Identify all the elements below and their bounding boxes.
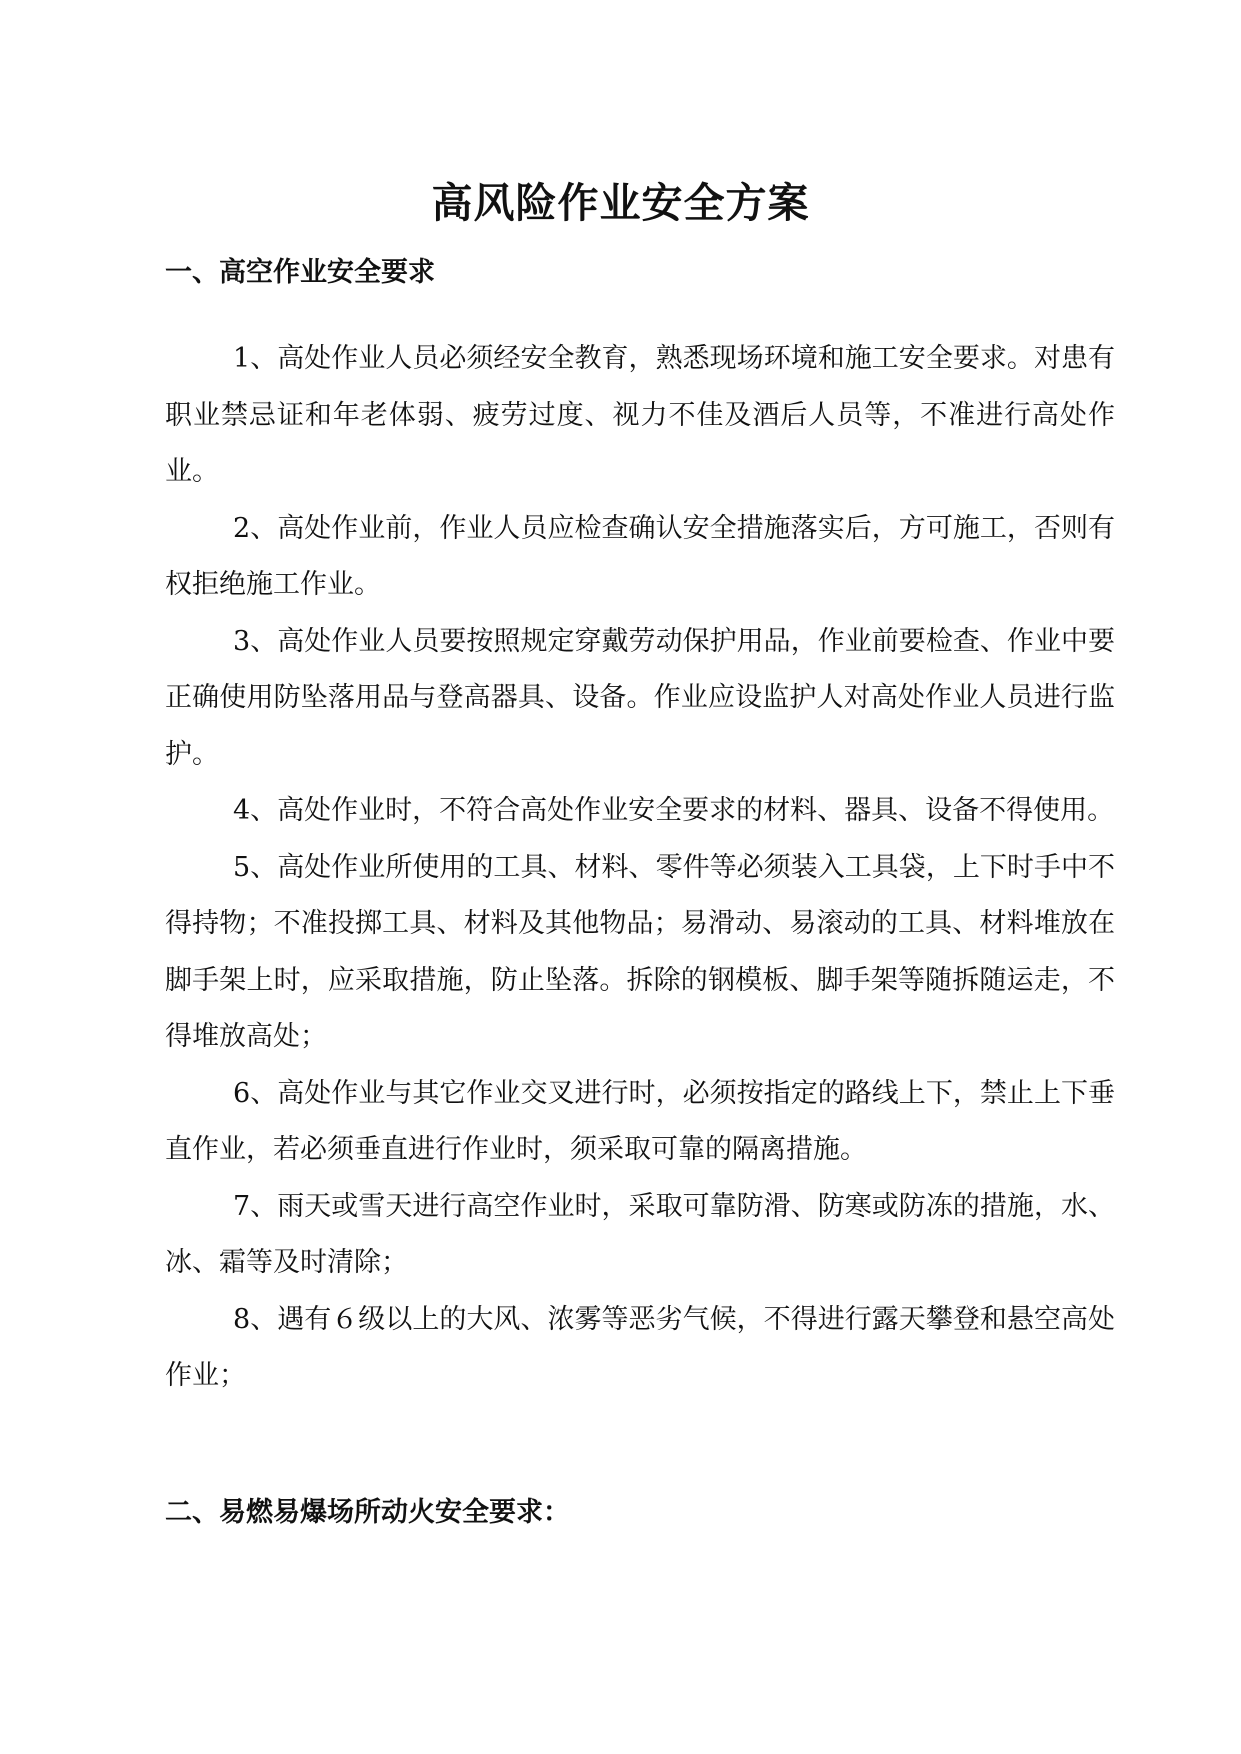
paragraph-8: 8、遇有６级以上的大风、浓雾等恶劣气候，不得进行露天攀登和悬空高处作业；: [165, 1303, 1115, 1391]
paragraph-2: 2、高处作业前，作业人员应检查确认安全措施落实后，方可施工，否则有权拒绝施工作业。: [165, 512, 1115, 600]
paragraph-7: 7、雨天或雪天进行高空作业时，采取可靠防滑、防寒或防冻的措施，水、冰、霜等及时清除；: [165, 1190, 1115, 1278]
section-heading-fire-safety: 二、易燃易爆场所动火安全要求：: [165, 1497, 570, 1528]
paragraph-4: 4、高处作业时，不符合高处作业安全要求的材料、器具、设备不得使用。: [233, 795, 1115, 826]
paragraph-5: 5、高处作业所使用的工具、材料、零件等必须装入工具袋，上下时手中不得持物；不准投掷工具、材料及其他物品；易滑动、易滚动的工具、材料堆放在脚手架上时，应采取措施，防止坠落。拆除的钢模板、脚手架等随拆随运走，不得堆放高处；: [165, 851, 1115, 1052]
paragraph-6: 6、高处作业与其它作业交叉进行时，必须按指定的路线上下，禁止上下垂直作业，若必须垂直进行作业时，须采取可靠的隔离措施。: [165, 1077, 1115, 1165]
paragraph-3: 3、高处作业人员要按照规定穿戴劳动保护用品，作业前要检查、作业中要正确使用防坠落用品与登高器具、设备。作业应设监护人对高处作业人员进行监护。: [165, 625, 1115, 770]
section-heading-high-altitude: 一、高空作业安全要求: [165, 257, 435, 288]
section-body-high-altitude: [165, 331, 1115, 1405]
paragraph-1: 1、高处作业人员必须经安全教育，熟悉现场环境和施工安全要求。对患有职业禁忌证和年老体弱、疲劳过度、视力不佳及酒后人员等，不准进行高处作业。: [165, 343, 1115, 487]
document-title: 高风险作业安全方案: [431, 179, 810, 228]
